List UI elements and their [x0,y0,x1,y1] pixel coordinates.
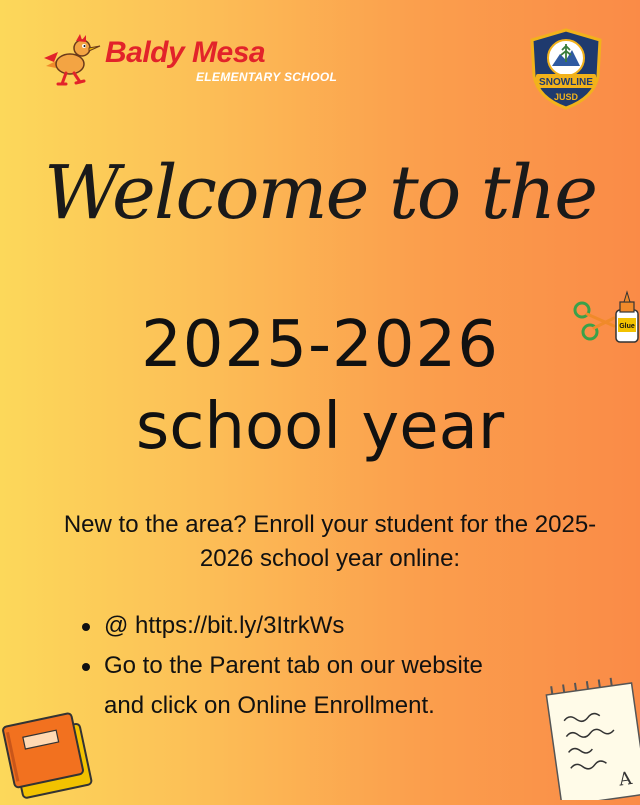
bullet-dot [82,663,90,671]
bullet-dot [82,623,90,631]
school-year-heading: 2025-2026 [141,308,499,382]
school-name: Baldy Mesa [105,36,266,69]
list-item [82,606,582,646]
paper-letter: A [617,767,634,791]
list-item [82,646,582,726]
enrollment-steps [82,606,582,726]
district-shield-icon [528,28,604,110]
district-name: SNOWLINE [539,77,593,88]
books-icon [0,688,120,800]
school-subtitle: ELEMENTARY SCHOOL [196,70,338,84]
list-item-text: Go to the Parent tab on our website [104,652,483,679]
notepaper-icon [540,676,640,800]
enrollment-link[interactable]: @ https://bit.ly/3ItrkWs [104,612,345,639]
welcome-heading: Welcome to the [44,150,596,236]
enrollment-intro: New to the area? Enroll your student for the 2025-2026 school year online: [63,511,597,572]
school-year-subheading: school year [135,390,505,464]
district-abbrev: JUSD [553,92,579,102]
district-logo [528,28,604,110]
books-decoration [0,688,120,800]
list-item-text: and click on Online Enrollment. [104,692,435,719]
roadrunner-mascot-icon [40,32,104,88]
notepaper-decoration [540,676,640,800]
glue-label: Glue [619,323,635,330]
school-supplies-decoration [568,288,640,348]
scissors-glue-icon [568,288,640,348]
